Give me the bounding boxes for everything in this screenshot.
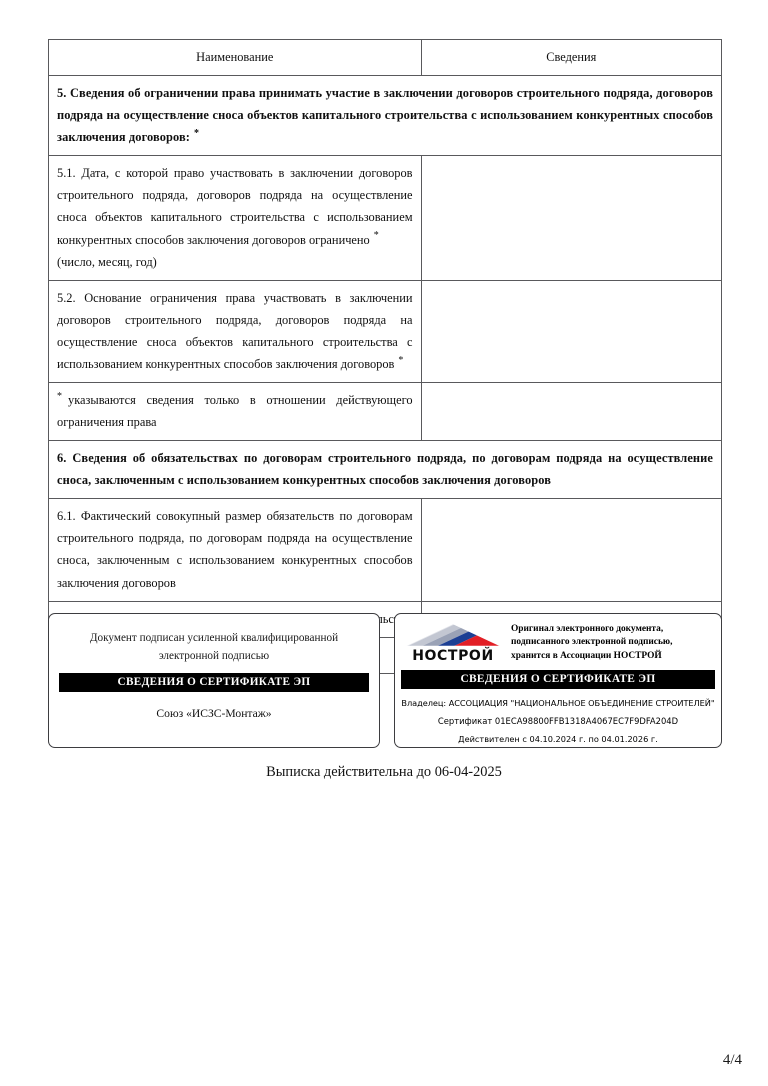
row-5-2-value [421,280,721,382]
table-row [49,441,722,499]
row-5-1-label-tail: (число, месяц, год) [57,254,157,269]
row-6-1-value [421,499,721,601]
signature-owner: Союз «ИСЗС-Монтаж» [156,707,272,721]
table-row [49,280,722,382]
section-6-heading [49,441,722,499]
extract-validity-note: Выписка действительна до 06-04-2025 [266,764,502,780]
row-5-1-label [49,156,422,280]
footnote-asterisk: * [57,390,62,402]
signature-note-line1: Документ подписан усиленной квалифицированной [89,632,339,644]
row-6-1-label-text: 6.1. Фактический совокупный размер обязательств по договорам строительного подряда, по договорам подряда на осуществление сноса, заключенным с использованием конкурентных способов заключения договоров [57,509,413,590]
section-6-heading-text: 6. Сведения об обязательствах по договорам строительного подряда, по договорам подряда на осуществление сноса, заключенным с использованием конкурентных способов заключения договоров [57,451,713,488]
section-5-asterisk: * [194,128,200,140]
section-5-heading [49,76,722,156]
table-header-row [49,40,722,76]
row-5-1-asterisk: * [373,230,379,242]
section-5-heading-text: 5. Сведения об ограничении права принимать участие в заключении договоров строительного подряда, договоров подряда на осуществление сноса объектов капитального строительства с использованием конкурентных способов заключения договоров: [57,86,713,145]
table-row [49,499,722,601]
registry-table [48,39,722,674]
certificate-banner: СВЕДЕНИЯ О СЕРТИФИКАТЕ ЭП [59,673,369,692]
nostroy-head-line1: Оригинал электронного документа, [511,624,664,634]
row-5-1-value [421,156,721,280]
table-row [49,76,722,156]
signature-note-line2: электронной подписью [158,650,270,663]
page-number: 4/4 [722,1052,742,1068]
footnote-row-label [49,383,422,441]
row-5-2-asterisk: * [398,354,404,366]
column-header-name: Наименование [49,40,422,76]
nostroy-head-line3: хранится в Ассоциации НОСТРОЙ [511,650,662,661]
nostroy-certificate-owner: Владелец: АССОЦИАЦИЯ "НАЦИОНАЛЬНОЕ ОБЪЕДИНЕНИЕ СТРОИТЕЛЕЙ" [401,698,715,709]
row-5-2-label [49,280,422,382]
signature-stamps [48,613,722,750]
table-row [49,383,722,441]
column-header-value: Сведения [421,40,721,76]
nostroy-certificate-banner: СВЕДЕНИЯ О СЕРТИФИКАТЕ ЭП [401,670,715,689]
nostroy-header [395,614,721,663]
signature-stamp-nostroy [394,613,722,748]
registry-table-body [49,40,722,674]
nostroy-certificate-validity: Действителен с 04.10.2024 г. по 04.01.2026 г. [458,734,658,745]
row-6-1-label [49,499,422,601]
row-5-1-label-text: 5.1. Дата, с которой право участвовать в заключении договоров строительного подряда, договоров подряда на осуществление сноса объектов капитального строительства с использованием конкурентных способов заключения договоров ограничено [57,166,413,247]
signature-stamp-signer [48,613,380,748]
nostroy-certificate-serial: Сертификат 01ECA98800FFB1318A4067EC7F9DFA204D [437,716,679,727]
nostroy-logo-icon [405,623,501,663]
nostroy-head-line2: подписанного электронной подписью, [511,637,673,648]
footnote-text: указываются сведения только в отношении действующего ограничения права [57,393,413,430]
footnote-row-value [421,383,721,441]
row-5-2-label-text: 5.2. Основание ограничения права участвовать в заключении договоров строительного подряда, договоров подряда на осуществление сноса объектов капитального строительства с использованием конкурентных способов заключения договоров [57,290,413,371]
table-row [49,156,722,280]
svg-text:НОСТРОЙ: НОСТРОЙ [412,648,494,664]
nostroy-header-text [511,623,672,663]
